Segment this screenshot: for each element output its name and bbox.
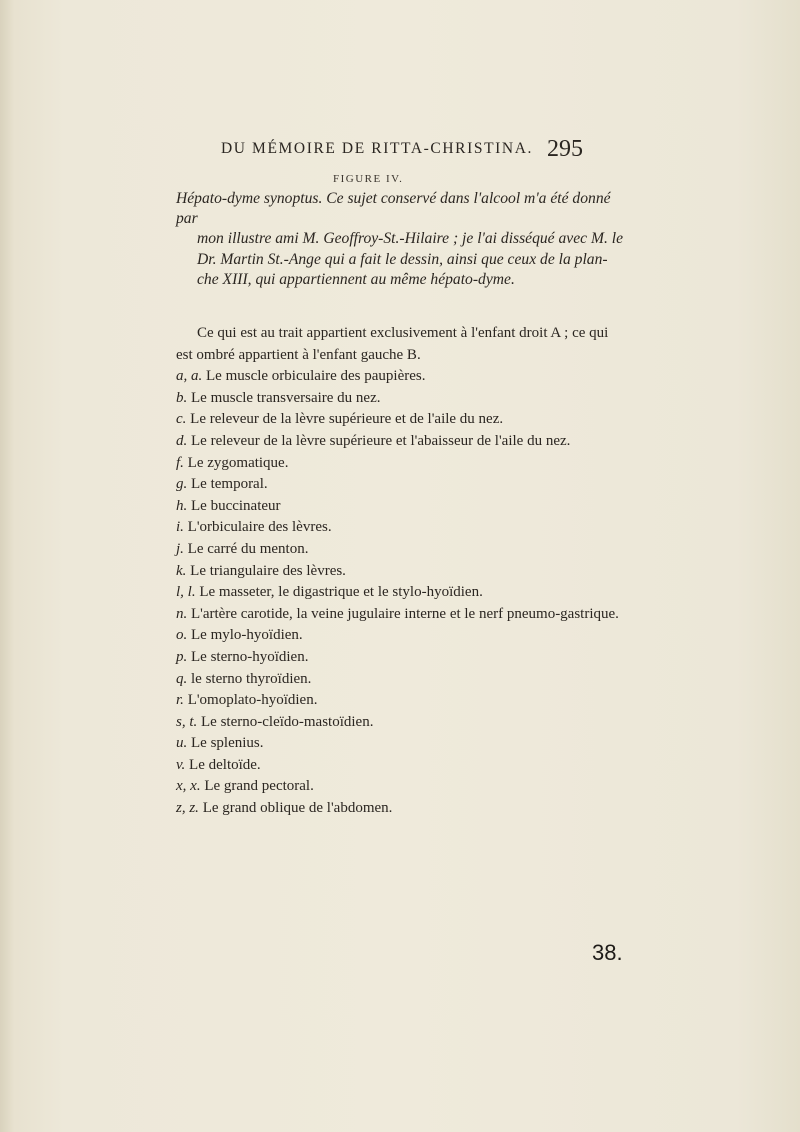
legend-item (176, 539, 646, 561)
legend-item (176, 561, 646, 583)
legend-intro-line: Ce qui est au trait appartient exclusivement à l'enfant droit A ; ce qui (197, 325, 609, 341)
legend-items (176, 366, 646, 819)
legend-item (176, 496, 646, 518)
legend-item (176, 409, 646, 431)
legend-key: x, x. (176, 778, 201, 795)
legend-item (176, 733, 646, 755)
legend-item (176, 517, 646, 539)
legend-key: l, l. (176, 584, 196, 601)
legend-key: n. (176, 605, 188, 622)
legend-key: g. (176, 476, 188, 493)
caption-line: Dr. Martin St.-Ange qui a fait le dessin, ainsi que ceux de la plan- (197, 250, 608, 268)
legend-item (176, 604, 646, 626)
legend-text: Le muscle orbiculaire des paupières. (202, 368, 426, 385)
legend-key: f. (176, 454, 184, 471)
legend-text: Le sterno-hyoïdien. (187, 648, 309, 665)
legend-key: r. (176, 692, 184, 709)
legend-intro-line: est ombré appartient à l'enfant gauche B. (176, 346, 421, 363)
legend-text: Le carré du menton. (183, 540, 309, 557)
legend-key: s, t. (176, 713, 198, 730)
legend-key: u. (176, 735, 188, 752)
legend-text: Le releveur de la lèvre supérieure et l'abaisseur de l'aile du nez. (187, 432, 571, 449)
page-number: 295 (547, 136, 583, 162)
legend-item (176, 755, 646, 777)
legend-key: i. (176, 519, 184, 536)
running-head-title: DU MÉMOIRE DE RITTA-CHRISTINA. (221, 140, 533, 157)
legend-text: Le grand oblique de l'abdomen. (198, 800, 393, 817)
legend-text: Le temporal. (187, 476, 268, 493)
legend-text: Le deltoïde. (185, 756, 261, 773)
legend-text: Le buccinateur (187, 497, 281, 514)
legend-text: Le releveur de la lèvre supérieure et de l'aile du nez. (186, 411, 504, 428)
legend-key: c. (176, 411, 187, 428)
legend-item (176, 712, 646, 734)
legend-key: b. (176, 389, 188, 406)
legend-item (176, 625, 646, 647)
legend-text: Le mylo-hyoïdien. (187, 627, 303, 644)
legend-text: Le masseter, le digastrique et le stylo-hyoïdien. (195, 584, 483, 601)
caption-line: mon illustre ami M. Geoffroy-St.-Hilaire ; je l'ai disséqué avec M. le (197, 230, 624, 248)
legend-item (176, 647, 646, 669)
legend-text: L'omoplato-hyoïdien. (183, 692, 318, 709)
running-head (0, 136, 800, 166)
legend-item (176, 366, 646, 388)
legend-key: v. (176, 756, 186, 773)
figure-caption (176, 189, 624, 290)
figure-label: FIGURE IV. (333, 173, 404, 185)
legend-text: Le triangulaire des lèvres. (186, 562, 346, 579)
legend-item (176, 388, 646, 410)
legend-text: Le sterno-cleïdo-mastoïdien. (197, 713, 374, 730)
legend-text: L'orbiculaire des lèvres. (183, 519, 332, 536)
legend-item (176, 582, 646, 604)
legend-item (176, 690, 646, 712)
legend-key: z, z. (176, 800, 199, 817)
figure-number: 38. (592, 940, 623, 965)
page-edge-shadow (0, 0, 14, 1132)
legend-text: le sterno thyroïdien. (187, 670, 312, 687)
figure-legend (176, 323, 646, 820)
legend-key: h. (176, 497, 188, 514)
legend-key: d. (176, 432, 188, 449)
legend-key: k. (176, 562, 187, 579)
caption-line: Hépato-dyme synoptus. Ce sujet conservé dans l'alcool m'a été donné par (176, 190, 611, 228)
legend-text: Le grand pectoral. (200, 778, 314, 795)
legend-item (176, 474, 646, 496)
legend-item (176, 431, 646, 453)
legend-item (176, 669, 646, 691)
legend-text: Le muscle transversaire du nez. (187, 389, 381, 406)
legend-text: L'artère carotide, la veine jugulaire interne et le nerf pneumo-gastrique. (187, 605, 619, 622)
legend-key: o. (176, 627, 188, 644)
legend-text: Le zygomatique. (183, 454, 289, 471)
legend-key: q. (176, 670, 188, 687)
legend-key: j. (176, 540, 184, 557)
caption-line: che XIII, qui appartiennent au même hépato-dyme. (197, 270, 515, 288)
legend-key: a, a. (176, 368, 203, 385)
legend-item (176, 453, 646, 475)
legend-key: p. (176, 648, 188, 665)
legend-text: Le splenius. (187, 735, 264, 752)
legend-item (176, 798, 646, 820)
legend-item (176, 776, 646, 798)
